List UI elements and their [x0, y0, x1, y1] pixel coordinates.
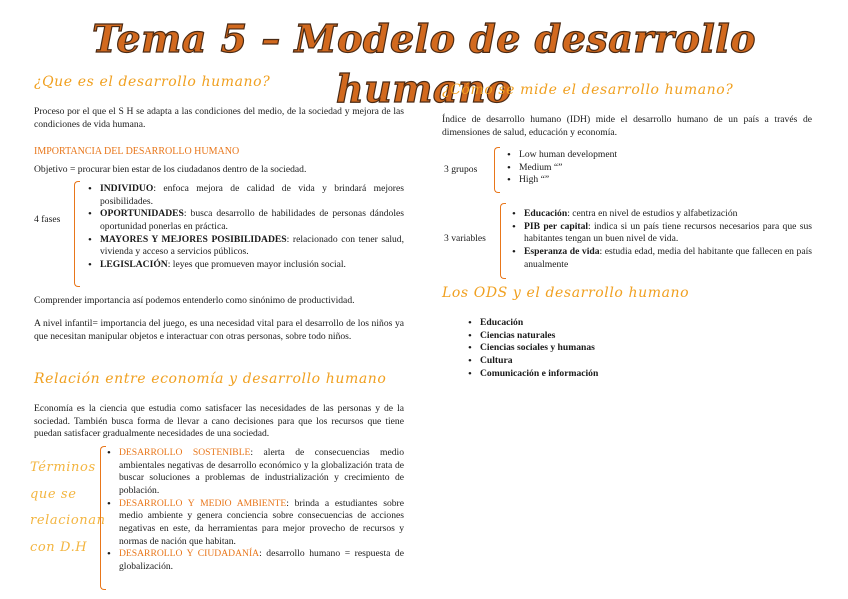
variable-item: • PIB per capital: indica si un país tiene recursos necesarios para que sus habitantes tengan un buen nivel de vida. [510, 221, 812, 246]
measure-heading: ¿Cómo se mide el desarrollo humano? [442, 82, 734, 98]
what-is-text: Proceso por el que el S H se adapta a las condiciones del medio, de la sociedad y mejora de las condiciones de vida humana. [34, 106, 404, 130]
phases-label: 4 fases [34, 214, 61, 225]
phase-item: • MAYORES Y MEJORES POSIBILIDADES: relacionado con tener salud, vivienda y acceso a servicios públicos. [86, 234, 404, 259]
phase-item: • INDIVIDUO: enfoca mejora de calidad de vida y brindará mejores posibilidades. [86, 183, 404, 208]
group-item: • Medium “” [505, 162, 805, 175]
group-item: • Low human development [505, 149, 805, 162]
objective-text: Objetivo = procurar bien estar de los ciudadanos dentro de la sociedad. [34, 164, 307, 175]
term-item: • DESARROLLO Y MEDIO AMBIENTE: brinda a estudiantes sobre medio ambiente y genera conciencia sobre consecuencias de acciones negativas en este, da herramientas para mejor provecho de recursos y normas de nación que habitan. [105, 498, 404, 549]
what-is-heading: ¿Que es el desarrollo humano? [34, 74, 271, 90]
infantil-text: A nivel infantil= importancia del juego, es una necesidad vital para el desarrollo de los niños ya que necesitan manipular objetos e interactuar con otras personas, sobre todo niños. [34, 318, 404, 342]
groups-list [505, 149, 805, 187]
variable-item: • Educación: centra en nivel de estudios y alfabetización [510, 208, 812, 221]
ods-item: • Cultura [466, 355, 726, 368]
ods-heading: Los ODS y el desarrollo humano [442, 285, 690, 301]
phase-item: • LEGISLACIÓN: leyes que promueven mayor inclusión social. [86, 259, 404, 272]
phases-list [86, 183, 404, 272]
phase-item: • OPORTUNIDADES: busca desarrollo de habilidades de personas dándoles oportunidad ponerlas en práctica. [86, 208, 404, 233]
relation-heading: Relación entre economía y desarrollo humano [34, 371, 387, 387]
comprender-text: Comprender importancia así podemos entenderlo como sinónimo de productividad. [34, 295, 355, 306]
ods-list [466, 317, 726, 380]
idh-text: Índice de desarrollo humano (IDH) mide el desarrollo humano de un país a través de dimensiones de salud, educación y economía. [442, 114, 812, 138]
variables-label: 3 variables [444, 233, 486, 244]
terms-list [105, 447, 404, 574]
variables-brace [500, 203, 506, 279]
ods-item: • Ciencias naturales [466, 330, 726, 343]
economia-text: Economía es la ciencia que estudia como satisfacer las necesidades de las personas y de la sociedad. También busca forma de llevar a cano decisiones para que los recursos que tiene puedan satisfacer gradualmente necesidades de una sociedad. [34, 403, 404, 440]
term-item: • DESARROLLO Y CIUDADANÍA: desarrollo humano = respuesta de globalización. [105, 548, 404, 573]
terms-label: Términos que se relacionan con D.H [30, 460, 106, 555]
term-item: • DESARROLLO SOSTENIBLE: alerta de consecuencias medio ambientales negativas de desarrollo económico y la globalización trata de buscar soluciones a problemas de industrialización y crecimiento de población. [105, 447, 404, 498]
page-title: Tema 5 – Modelo de desarrollo humano [91, 16, 757, 112]
groups-brace [494, 147, 500, 193]
phases-brace [74, 181, 80, 287]
ods-item: • Ciencias sociales y humanas [466, 342, 726, 355]
importance-heading: IMPORTANCIA DEL DESARROLLO HUMANO [34, 146, 240, 157]
groups-label: 3 grupos [444, 164, 478, 175]
group-item: • High “” [505, 174, 805, 187]
variable-item: • Esperanza de vida: estudia edad, media del habitante que fallecen en país anualmente [510, 246, 812, 271]
variables-list [510, 208, 812, 271]
ods-item: • Comunicación e información [466, 368, 726, 381]
ods-item: • Educación [466, 317, 726, 330]
